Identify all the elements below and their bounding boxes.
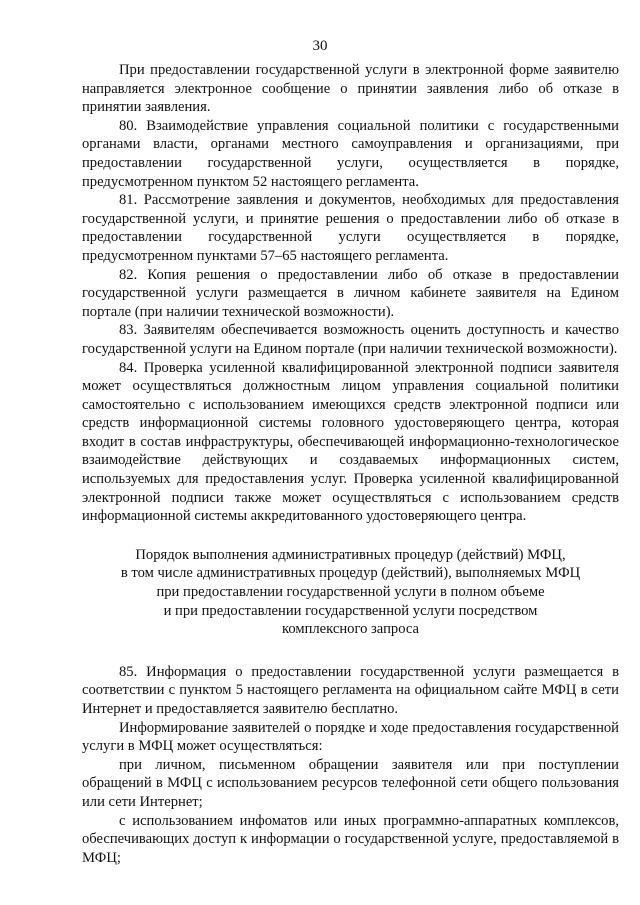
- section-heading-line: в том числе административных процедур (действий), выполняемых МФЦ: [120, 565, 581, 582]
- paragraph-81: 81. Рассмотрение заявления и документов, необходимых для предоставления государственной услуги, и принятие решения о предоставлении либо об отказе в предоставлении государственной услуги осуществляется в порядке, предусмотренном пунктами 57–65 настоящего регламента.: [82, 192, 619, 264]
- page-number: 30: [312, 38, 328, 54]
- document-body: [82, 61, 619, 867]
- paragraph-electronic-notice: При предоставлении государственной услуги в электронной форме заявителю направляется электронное сообщение о принятии заявления либо об отказе в принятии заявления.: [82, 62, 619, 116]
- section-heading-line: комплексного запроса: [281, 621, 419, 638]
- section-heading-line: и при предоставлении государственной услуги посредством: [163, 602, 538, 619]
- section-heading-line: Порядок выполнения административных процедур (действий) МФЦ,: [135, 546, 566, 563]
- paragraph-80: 80. Взаимодействие управления социальной политики с государственными органами власти, органами местного самоуправления и организациями, при предоставлении государственной услуги, осуществляется в порядке, предусмотренном пунктом 52 настоящего регламента.: [82, 117, 619, 190]
- paragraph-82: 82. Копия решения о предоставлении либо об отказе в предоставлении государственной услуги размещается в личном кабинете заявителя на Едином портале (при наличии технической возможности).: [82, 266, 619, 320]
- paragraph-85: 85. Информация о предоставлении государственной услуги размещается в соответствии с пунктом 5 настоящего регламента на официальном сайте МФЦ в сети Интернет и предоставляется заявителю бесплатно.: [82, 663, 619, 717]
- paragraph-informing-personal: при личном, письменном обращении заявителя или при поступлении обращений в МФЦ с использованием ресурсов телефонной сети общего пользования или сети Интернет;: [82, 756, 619, 810]
- section-heading-line: при предоставлении государственной услуги в полном объеме: [156, 584, 545, 601]
- paragraph-83: 83. Заявителям обеспечивается возможность оценить доступность и качество государственной услуги на Едином портале (при наличии технической возможности).: [82, 322, 619, 357]
- section-heading: [82, 546, 619, 639]
- paragraph-84: 84. Проверка усиленной квалифицированной электронной подписи заявителя может осуществляться должностным лицом управления социальной политики самостоятельно с использованием имеющихся средств электронной подписи или средств информационной системы головного удостоверяющего центра, которая входит в состав инфраструктуры, обеспечивающей информационно-технологическое взаимодействие действующих и создаваемых информационных систем, используемых для предоставления услуг. Проверка усиленной квалифицированной электронной подписи также может осуществляться с использованием средств информационной системы аккредитованного удостоверяющего центра.: [82, 359, 619, 525]
- paragraph-informing-infomats: с использованием инфоматов или иных программно-аппаратных комплексов, обеспечивающих доступ к информации о государственной услуге, предоставляемой в МФЦ;: [82, 812, 619, 866]
- paragraph-informing-intro: Информирование заявителей о порядке и ходе предоставления государственной услуги в МФЦ может осуществляться:: [82, 719, 619, 755]
